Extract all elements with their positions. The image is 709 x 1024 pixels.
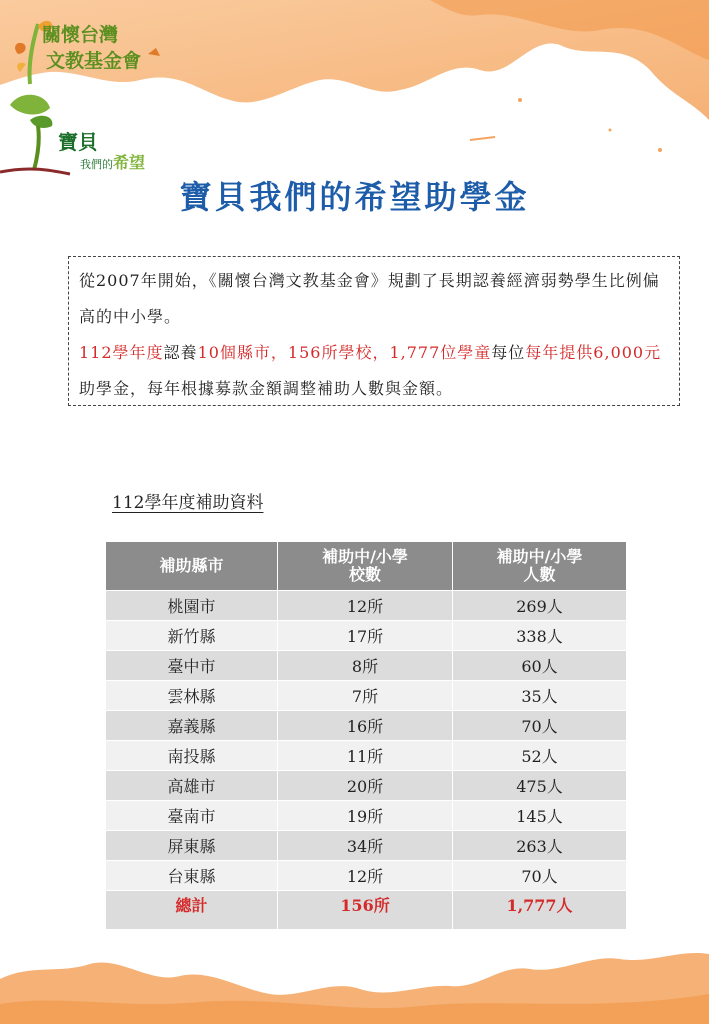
- intro-paragraph-1: 從2007年開始，《關懷台灣文教基金會》規劃了長期認養經濟弱勢學生比例偏高的中小學。: [79, 271, 660, 326]
- table-row: [106, 651, 627, 681]
- table-cell: 17所: [278, 621, 453, 651]
- table-cell: 269人: [453, 591, 627, 621]
- table-cell: 338人: [453, 621, 627, 651]
- intro-segment: 認養: [163, 343, 198, 362]
- table-row: [106, 831, 627, 861]
- table-cell: 7所: [278, 681, 453, 711]
- table-row: [106, 861, 627, 891]
- intro-segment: 112學年度: [79, 343, 164, 362]
- table-cell: 臺南市: [106, 801, 278, 831]
- table-cell: 475人: [453, 771, 627, 801]
- table-cell: 20所: [278, 771, 453, 801]
- table-header-cell: 補助中/小學 人數: [453, 542, 627, 591]
- table-cell: 12所: [278, 861, 453, 891]
- bottom-watercolor-decoration: [0, 934, 709, 1024]
- table-cell: 高雄市: [106, 771, 278, 801]
- table-header-cell: 補助縣市: [106, 542, 278, 591]
- intro-segment: 10個縣市，156所學校，1,777位學童: [197, 343, 492, 362]
- foundation-logo-line2: 文教基金會: [46, 50, 142, 72]
- table-cell: 12所: [278, 591, 453, 621]
- intro-segment: 助學金，每年根據募款金額調整補助人數與金額。: [79, 379, 454, 398]
- page-title: 寶貝我們的希望助學金: [179, 178, 530, 216]
- table-total-cell: 1,777人: [453, 891, 627, 930]
- foundation-logo-text: [42, 22, 141, 74]
- table-cell: 35人: [453, 681, 627, 711]
- table-row: [106, 741, 627, 771]
- intro-segment: 每位: [491, 343, 526, 362]
- intro-box: [68, 256, 680, 406]
- table-cell: 16所: [278, 711, 453, 741]
- table-header-cell: 補助中/小學 校數: [278, 542, 453, 591]
- subsidy-table: [105, 541, 627, 930]
- project-logo-big: 希望: [113, 153, 146, 172]
- table-cell: 新竹縣: [106, 621, 278, 651]
- project-logo-line2: [80, 150, 145, 173]
- intro-segment: 每年提供6,000元: [525, 343, 662, 362]
- table-cell: 桃園市: [106, 591, 278, 621]
- table-row: [106, 711, 627, 741]
- table-cell: 11所: [278, 741, 453, 771]
- table-total-row: [106, 891, 627, 930]
- foundation-logo-line1: 關懷台灣: [42, 24, 119, 46]
- table-row: [106, 771, 627, 801]
- table-title: 112學年度補助資料: [112, 493, 264, 513]
- table-cell: 34所: [278, 831, 453, 861]
- table-cell: 145人: [453, 801, 627, 831]
- table-cell: 70人: [453, 711, 627, 741]
- table-body: [106, 591, 627, 930]
- table-row: [106, 801, 627, 831]
- table-cell: 52人: [453, 741, 627, 771]
- table-cell: 屏東縣: [106, 831, 278, 861]
- table-cell: 60人: [453, 651, 627, 681]
- table-cell: 263人: [453, 831, 627, 861]
- table-cell: 臺中市: [106, 651, 278, 681]
- table-cell: 南投縣: [106, 741, 278, 771]
- intro-paragraph-2: [79, 335, 669, 407]
- project-logo-line1: 寶貝: [58, 130, 98, 154]
- table-cell: 雲林縣: [106, 681, 278, 711]
- project-logo-small: 我們的: [80, 158, 113, 171]
- table-row: [106, 591, 627, 621]
- table-cell: 70人: [453, 861, 627, 891]
- table-header-row: [106, 542, 627, 591]
- table-row: [106, 621, 627, 651]
- table-cell: 8所: [278, 651, 453, 681]
- table-total-cell: 156所: [278, 891, 453, 930]
- table-cell: 台東縣: [106, 861, 278, 891]
- table-cell: 嘉義縣: [106, 711, 278, 741]
- table-cell: 19所: [278, 801, 453, 831]
- table-total-cell: 總計: [106, 891, 278, 930]
- table-row: [106, 681, 627, 711]
